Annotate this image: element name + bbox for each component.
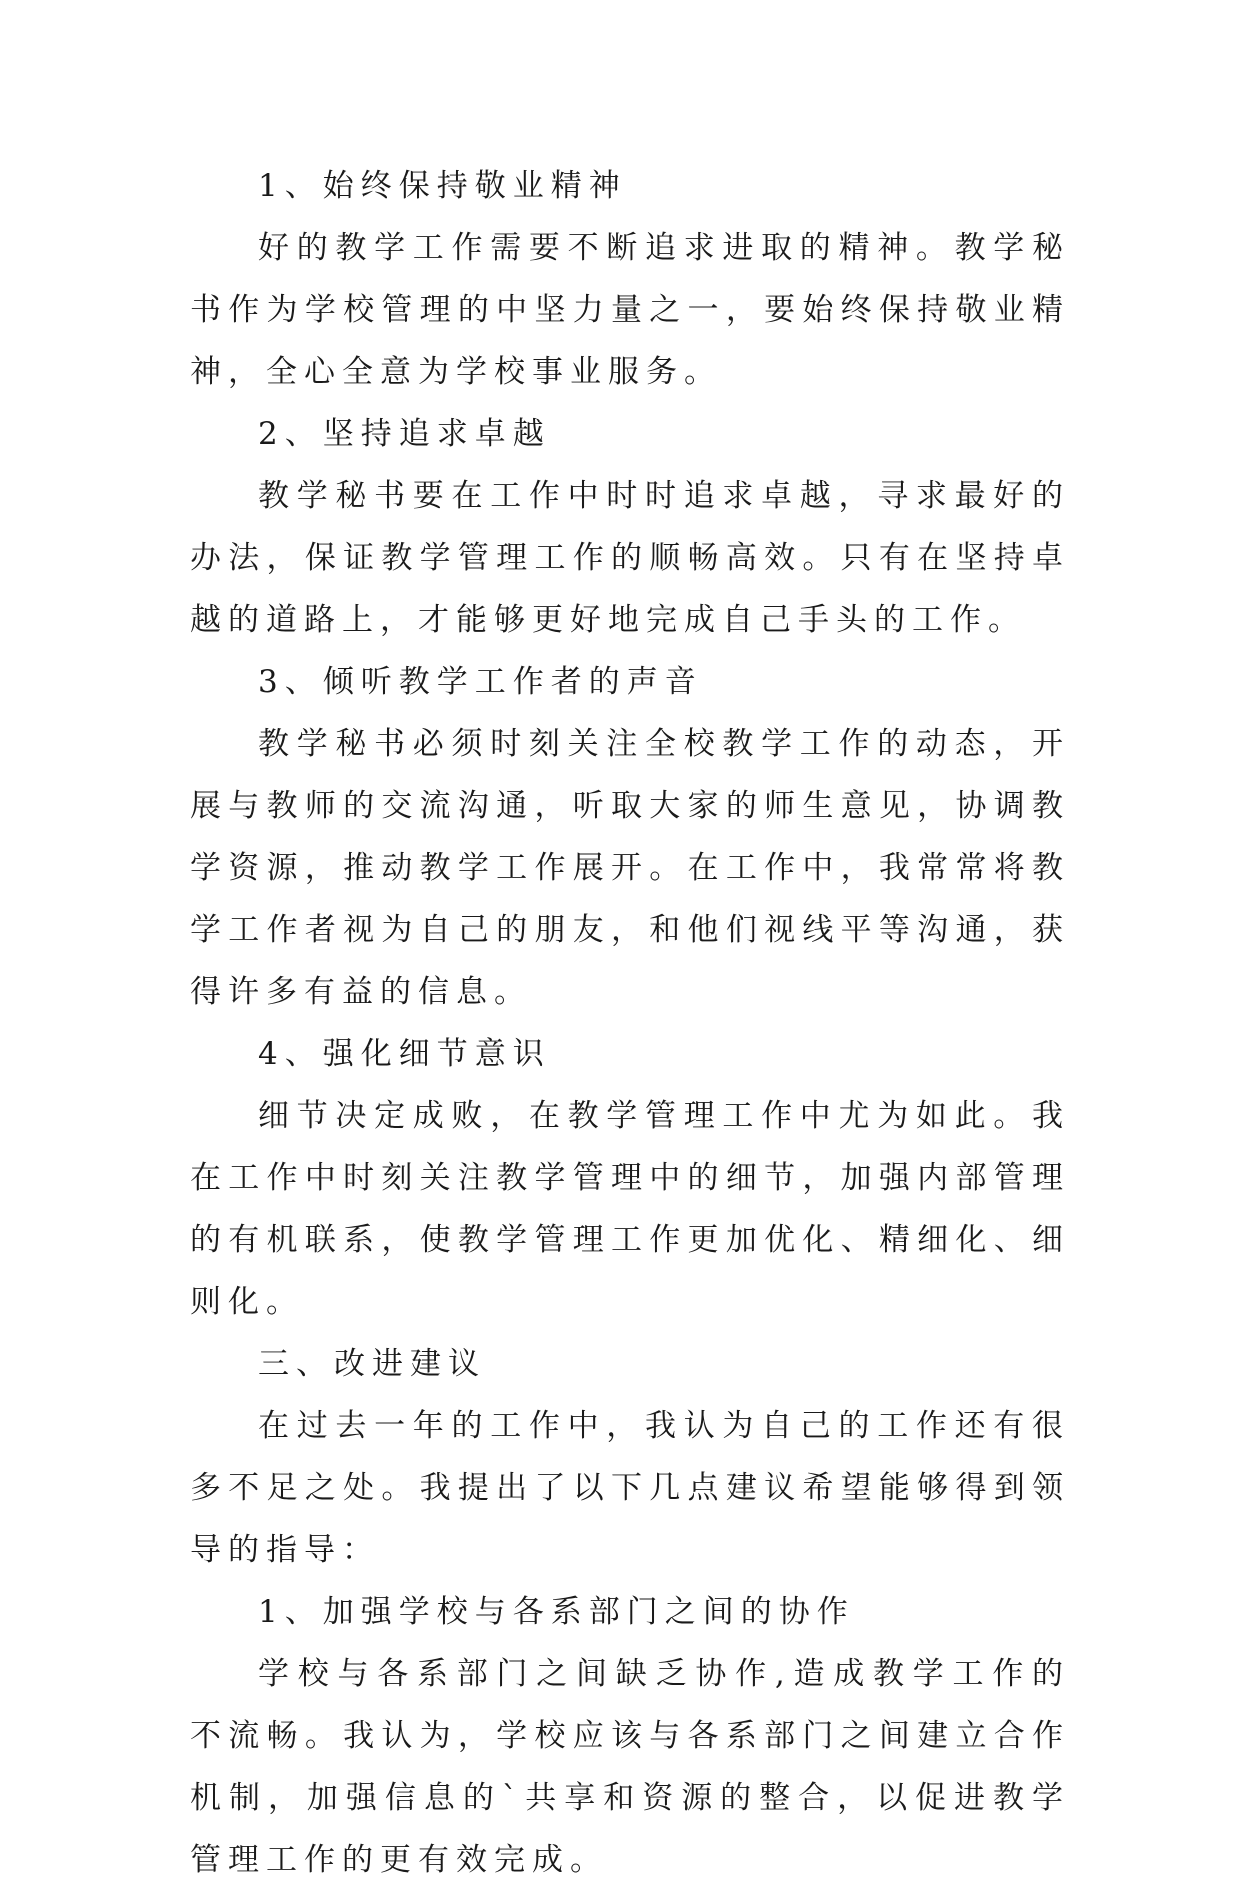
paragraph-suggestions-intro: 在过去一年的工作中，我认为自己的工作还有很多不足之处。我提出了以下几点建议希望能够得到领导的指导： [190, 1408, 1070, 1568]
heading-suggestions: 三、改进建议 [258, 1346, 486, 1382]
heading-cooperation: 1、加强学校与各系部门之间的协作 [258, 1594, 855, 1630]
heading-excellence: 2、坚持追求卓越 [258, 416, 551, 452]
paragraph-detail: 细节决定成败，在教学管理工作中尤为如此。我在工作中时刻关注教学管理中的细节，加强内部管理的有机联系，使教学管理工作更加优化、精细化、细则化。 [190, 1098, 1070, 1320]
paragraph-dedication: 好的教学工作需要不断追求进取的精神。教学秘书作为学校管理的中坚力量之一，要始终保持敬业精神，全心全意为学校事业服务。 [190, 230, 1070, 390]
paragraph-listening: 教学秘书必须时刻关注全校教学工作的动态，开展与教师的交流沟通，听取大家的师生意见，协调教学资源，推动教学工作展开。在工作中，我常常将教学工作者视为自己的朋友，和他们视线平等沟通，获得许多有益的信息。 [190, 726, 1070, 1010]
heading-listening: 3、倾听教学工作者的声音 [258, 664, 703, 700]
paragraph-cooperation: 学校与各系部门之间缺乏协作,造成教学工作的不流畅。我认为，学校应该与各系部门之间建立合作机制，加强信息的`共享和资源的整合，以促进教学管理工作的更有效完成。 [190, 1656, 1070, 1878]
document-body [190, 155, 1070, 1891]
paragraph-excellence: 教学秘书要在工作中时时追求卓越，寻求最好的办法，保证教学管理工作的顺畅高效。只有在坚持卓越的道路上，才能够更好地完成自己手头的工作。 [190, 478, 1070, 638]
heading-dedication: 1、始终保持敬业精神 [258, 168, 627, 204]
heading-detail: 4、强化细节意识 [258, 1036, 551, 1072]
